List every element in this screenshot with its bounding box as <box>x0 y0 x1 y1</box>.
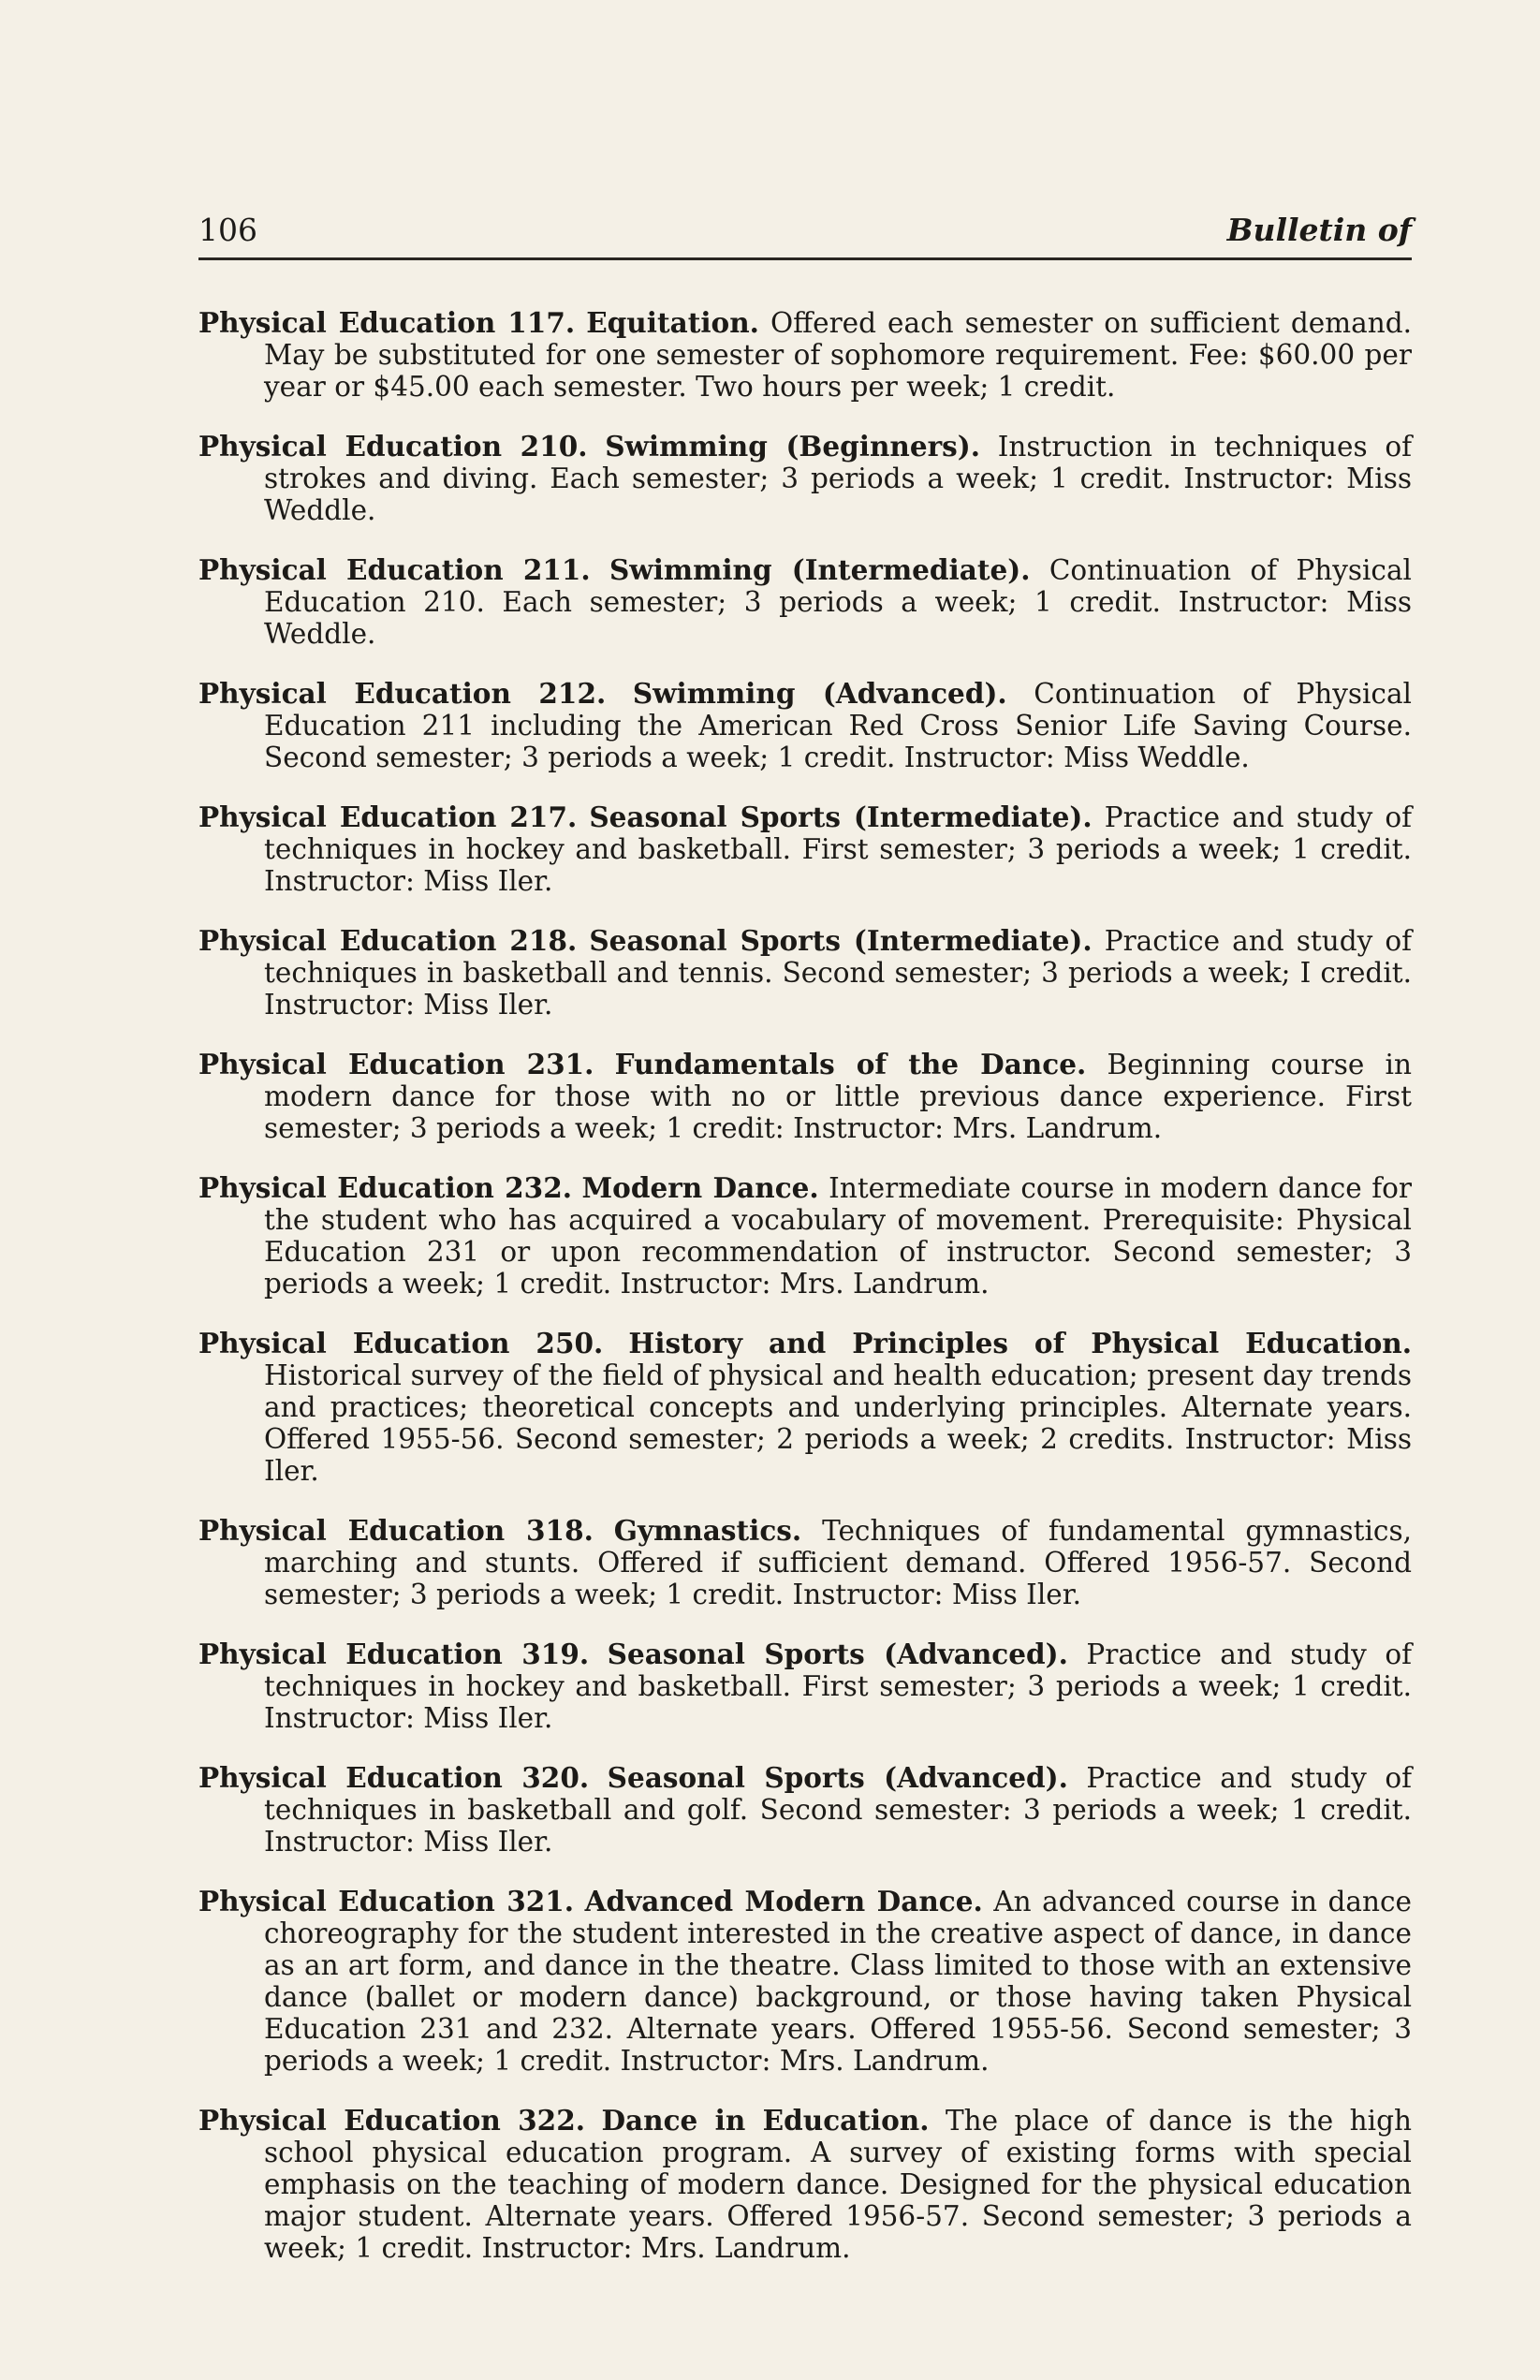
course-description: Intermediate course in modern dance for the student who has acquired a vocabulary of movement. Prerequisite: Physical Education 231 or upon recommendation of instructor. Second semester; 3 periods a week; 1 credit. Instructor: Mrs. Landrum. <box>264 1172 1412 1300</box>
course-title: Swimming (Intermediate). <box>609 553 1031 586</box>
course-title: Seasonal Sports (Intermediate). <box>589 924 1093 957</box>
course-description: Instruction in techniques of strokes and diving. Each semester; 3 periods a week; 1 credit. Instructor: Miss Weddle. <box>264 431 1412 526</box>
course-title: Modern Dance. <box>581 1171 819 1204</box>
course-description: An advanced course in dance choreography for the student interested in the creative aspect of dance, in dance as an art form, and dance in the theatre. Class limited to those with an extensive dance (ballet or modern dance) background, or those having taken Physical Education 231 and 232. Alternate years. Offered 1955-56. Second semester; 3 periods a week; 1 credit. Instructor: Mrs. Landrum. <box>264 1886 1412 2077</box>
course-title: Dance in Education. <box>601 2104 930 2137</box>
course-entry-322 <box>198 2105 1412 2264</box>
course-number: Physical Education 217. <box>198 801 578 833</box>
course-title: Swimming (Advanced). <box>632 677 1007 710</box>
course-title: History and Principles of Physical Education. <box>628 1327 1412 1359</box>
course-entry-232 <box>198 1172 1412 1300</box>
course-number: Physical Education 232. <box>198 1171 573 1204</box>
catalog-page <box>198 212 1412 2292</box>
course-entry-250 <box>198 1328 1412 1487</box>
course-title: Equitation. <box>586 306 759 339</box>
course-description: Continuation of Physical Education 210. Each semester; 3 periods a week; 1 credit. Instructor: Miss Weddle. <box>264 554 1412 650</box>
course-title: Seasonal Sports (Intermediate). <box>589 801 1093 833</box>
course-description: Practice and study of techniques in basketball and golf. Second semester: 3 periods a week; 1 credit. Instructor: Miss Iler. <box>264 1762 1412 1858</box>
course-entry-320 <box>198 1762 1412 1858</box>
course-number: Physical Education 231. <box>198 1048 594 1080</box>
course-entry-117 <box>198 307 1412 403</box>
course-description: Continuation of Physical Education 211 including the American Red Cross Senior Life Saving Course. Second semester; 3 periods a week; 1 credit. Instructor: Miss Weddle. <box>264 678 1412 773</box>
course-number: Physical Education 117. <box>198 306 576 339</box>
course-description: Offered each semester on sufficient demand. May be substituted for one semester of sophomore requirement. Fee: $60.00 per year or $45.00 each semester. Two hours per week; 1 credit. <box>264 307 1412 403</box>
course-list <box>198 307 1412 2264</box>
course-entry-321 <box>198 1886 1412 2077</box>
journal-title: Bulletin of <box>1226 212 1412 248</box>
course-description: Beginning course in modern dance for those with no or little previous dance experience. First semester; 3 periods a week; 1 credit: Instructor: Mrs. Landrum. <box>264 1049 1412 1144</box>
course-number: Physical Education 218. <box>198 924 578 957</box>
course-description: Practice and study of techniques in hockey and basketball. First semester; 3 periods a week; 1 credit. Instructor: Miss Iler. <box>264 1638 1412 1734</box>
course-entry-212 <box>198 678 1412 773</box>
course-entry-211 <box>198 554 1412 650</box>
course-entry-319 <box>198 1638 1412 1734</box>
course-title: Seasonal Sports (Advanced). <box>607 1761 1068 1794</box>
course-title: Swimming (Beginners). <box>605 430 980 463</box>
course-number: Physical Education 210. <box>198 430 588 463</box>
running-header <box>198 212 1412 260</box>
course-description: Practice and study of techniques in hockey and basketball. First semester; 3 periods a week; 1 credit. Instructor: Miss Iler. <box>264 801 1412 897</box>
course-entry-318 <box>198 1515 1412 1610</box>
course-entry-218 <box>198 925 1412 1021</box>
course-entry-210 <box>198 431 1412 526</box>
course-number: Physical Education 212. <box>198 677 607 710</box>
course-number: Physical Education 319. <box>198 1638 590 1670</box>
course-number: Physical Education 320. <box>198 1761 590 1794</box>
page-number: 106 <box>198 212 257 248</box>
course-description: Practice and study of techniques in basketball and tennis. Second semester; 3 periods a week; I credit. Instructor: Miss Iler. <box>264 925 1412 1021</box>
course-entry-217 <box>198 801 1412 897</box>
course-entry-231 <box>198 1049 1412 1144</box>
course-title: Fundamentals of the Dance. <box>614 1048 1087 1080</box>
course-description: The place of dance is the high school physical education program. A survey of existing forms with special emphasis on the teaching of modern dance. Designed for the physical education major student. Alternate years. Offered 1956-57. Second semester; 3 periods a week; 1 credit. Instructor: Mrs. Landrum. <box>264 2105 1412 2264</box>
course-number: Physical Education 318. <box>198 1514 594 1547</box>
course-number: Physical Education 211. <box>198 553 591 586</box>
course-title: Gymnastics. <box>613 1514 802 1547</box>
course-number: Physical Education 322. <box>198 2104 585 2137</box>
course-description: Historical survey of the field of physical and health education; present day trends and practices; theoretical concepts and underlying principles. Alternate years. Offered 1955-56. Second semester; 2 periods a week; 2 credits. Instructor: Miss Iler. <box>264 1359 1412 1487</box>
course-number: Physical Education 250. <box>198 1327 604 1359</box>
course-title: Advanced Modern Dance. <box>584 1885 983 1917</box>
course-number: Physical Education 321. <box>198 1885 575 1917</box>
course-description: Techniques of fundamental gymnastics, marching and stunts. Offered if sufficient demand. Offered 1956-57. Second semester; 3 periods a week; 1 credit. Instructor: Miss Iler. <box>264 1515 1412 1610</box>
course-title: Seasonal Sports (Advanced). <box>607 1638 1068 1670</box>
